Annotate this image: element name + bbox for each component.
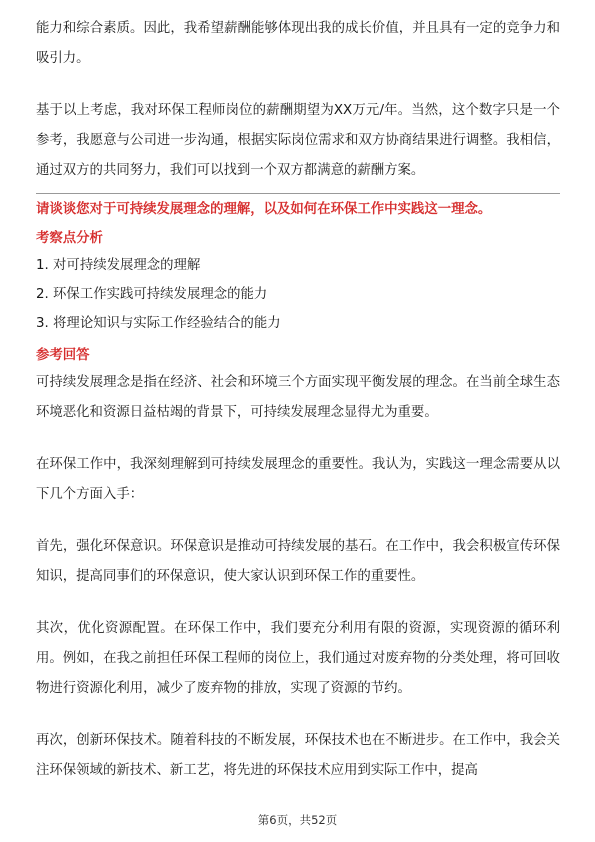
answer-paragraph: 在环保工作中，我深刻理解到可持续发展理念的重要性。我认为，实践这一理念需要从以下几个方面入手： xyxy=(36,457,560,502)
paragraph-salary-continued: 能力和综合素质。因此，我希望薪酬能够体现出我的成长价值，并且具有一定的竞争力和吸引力。 xyxy=(36,21,560,66)
interview-question: 请谈谈您对于可持续发展理念的理解，以及如何在环保工作中实践这一理念。 xyxy=(36,202,492,217)
analysis-title: 考察点分析 xyxy=(36,231,103,246)
analysis-item: 2. 环保工作实践可持续发展理念的能力 xyxy=(36,287,268,302)
answer-paragraph: 首先，强化环保意识。环保意识是推动可持续发展的基石。在工作中，我会积极宣传环保知识，提高同事们的环保意识，使大家认识到环保工作的重要性。 xyxy=(36,539,560,584)
answer-paragraph: 其次，优化资源配置。在环保工作中，我们要充分利用有限的资源，实现资源的循环利用。例如，在我之前担任环保工程师的岗位上，我们通过对废弃物的分类处理，将可回收物进行资源化利用，减少了废弃物的排放，实现了资源的节约。 xyxy=(36,621,560,696)
paragraph-salary-expectation: 基于以上考虑，我对环保工程师岗位的薪酬期望为XX万元/年。当然，这个数字只是一个参考，我愿意与公司进一步沟通，根据实际岗位需求和双方协商结果进行调整。我相信，通过双方的共同努力，我们可以找到一个双方都满意的薪酬方案。 xyxy=(36,103,560,178)
analysis-item: 3. 将理论知识与实际工作经验结合的能力 xyxy=(36,316,281,331)
answer-paragraph: 再次，创新环保技术。随着科技的不断发展，环保技术也在不断进步。在工作中，我会关注环保领域的新技术、新工艺，将先进的环保技术应用到实际工作中，提高 xyxy=(36,733,560,778)
page-content xyxy=(36,14,560,786)
page-number: 第6页，共52页 xyxy=(257,813,338,827)
analysis-item: 1. 对可持续发展理念的理解 xyxy=(36,258,201,273)
answer-title: 参考回答 xyxy=(36,348,90,363)
answer-paragraph: 可持续发展理念是指在经济、社会和环境三个方面实现平衡发展的理念。在当前全球生态环境恶化和资源日益枯竭的背景下，可持续发展理念显得尤为重要。 xyxy=(36,375,560,420)
section-divider xyxy=(36,193,560,194)
